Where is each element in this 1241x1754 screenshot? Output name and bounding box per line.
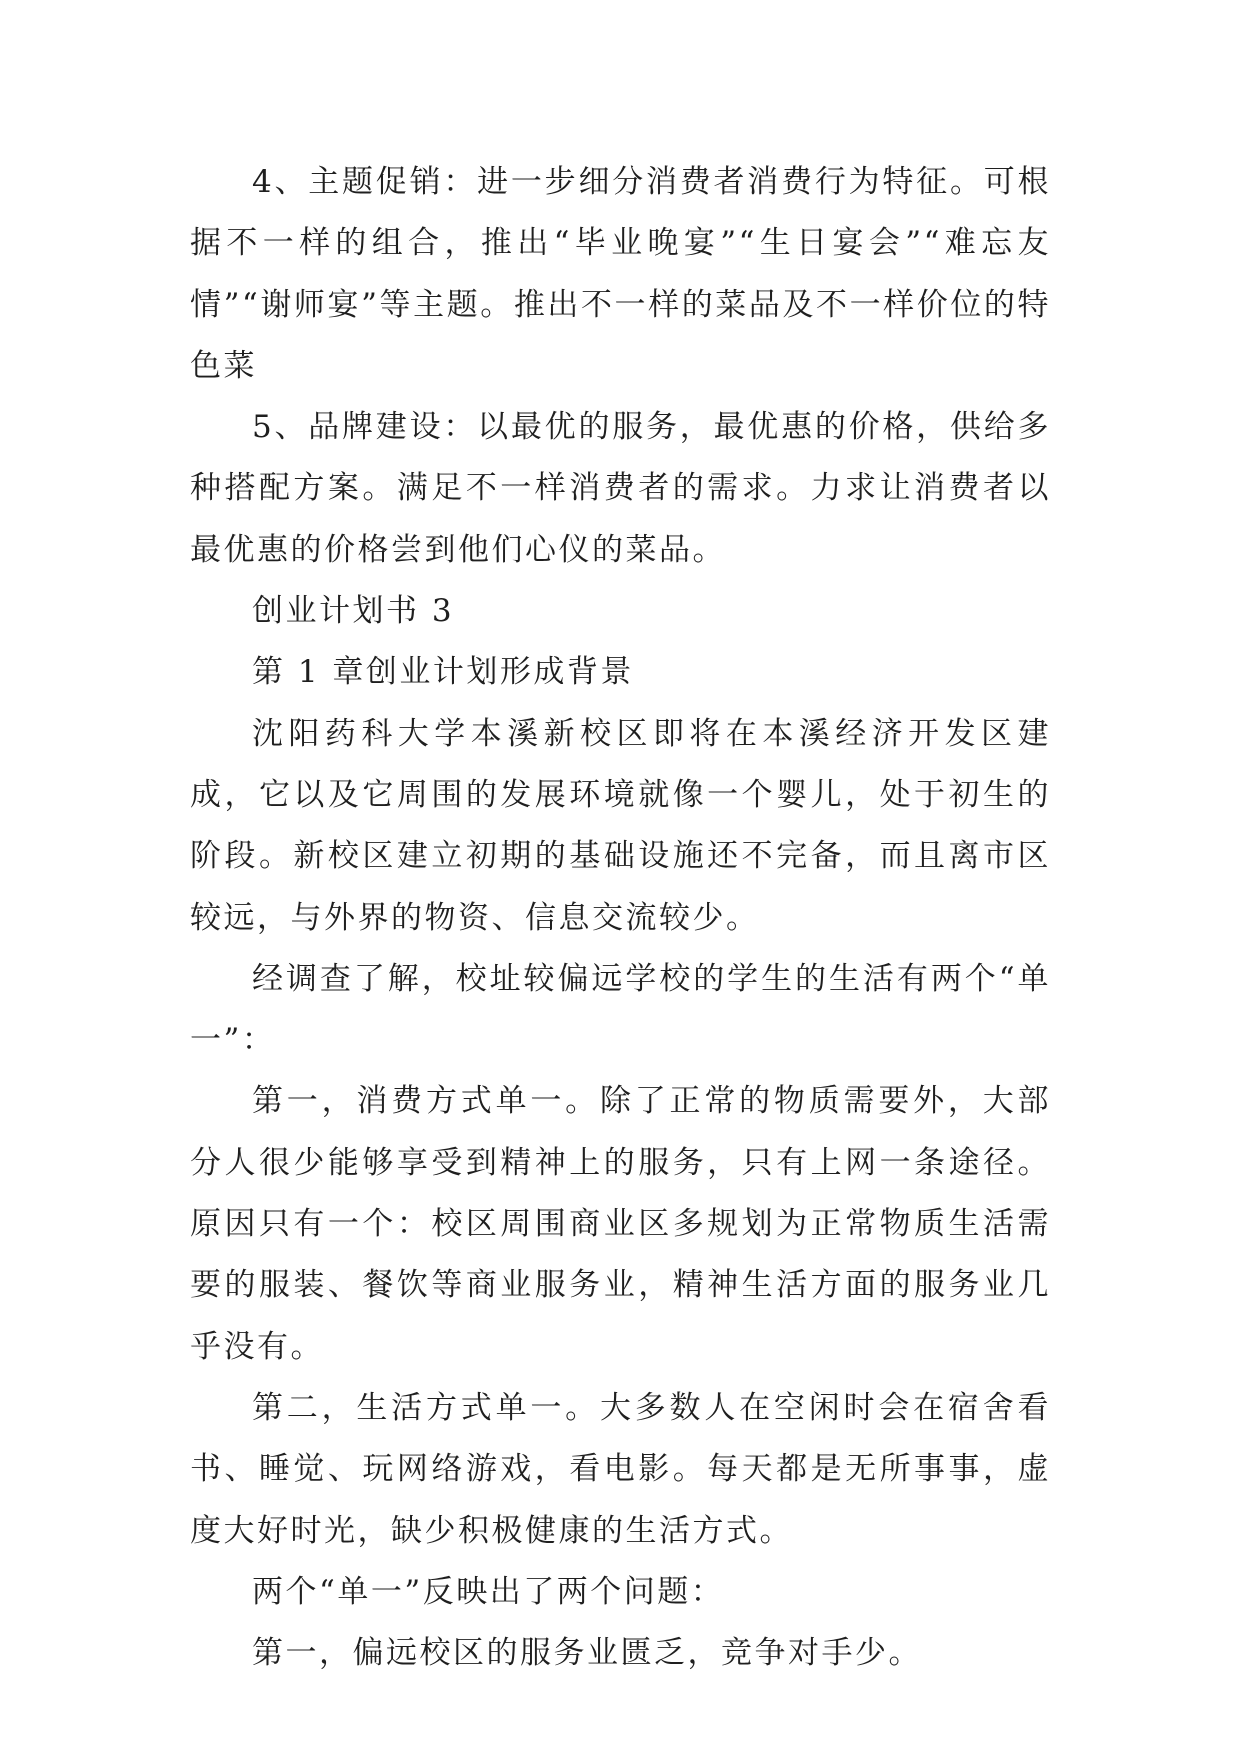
paragraph-survey-intro: 经调查了解，校址较偏远学校的学生的生活有两个“单一”： [190, 960, 1051, 1059]
paragraph-consumption-single: 第一，消费方式单一。除了正常的物质需要外，大部分人很少能够享受到精神上的服务，只有上网一条途径。原因只有一个：校区周围商业区多规划为正常物质生活需要的服装、餐饮等商业服务业，精神生活方面的服务业几乎没有。 [190, 1083, 1051, 1365]
chapter-title: 第 1 章创业计划形成背景 [252, 654, 634, 691]
section-title: 创业计划书 3 [252, 593, 455, 630]
paragraph-campus-background: 沈阳药科大学本溪新校区即将在本溪经济开发区建成，它以及它周围的发展环境就像一个婴儿，处于初生的阶段。新校区建立初期的基础设施还不完备，而且离市区较远，与外界的物资、信息交流较少。 [190, 715, 1051, 936]
paragraph-lifestyle-single: 第二，生活方式单一。大多数人在空闲时会在宿舍看书、睡觉、玩网络游戏，看电影。每天都是无所事事，虚度大好时光，缺少积极健康的生活方式。 [190, 1389, 1051, 1549]
paragraph-first-problem: 第一，偏远校区的服务业匮乏，竞争对手少。 [252, 1635, 922, 1672]
paragraph-two-problems: 两个“单一”反映出了两个问题： [252, 1573, 725, 1610]
paragraph-brand-building: 5、品牌建设：以最优的服务，最优惠的价格，供给多种搭配方案。满足不一样消费者的需求。力求让消费者以最优惠的价格尝到他们心仪的菜品。 [190, 409, 1051, 568]
paragraph-theme-promotion: 4、主题促销：进一步细分消费者消费行为特征。可根据不一样的组合，推出“毕业晚宴”“生日宴会”“难忘友情”“谢师宴”等主题。推出不一样的菜品及不一样价位的特色菜 [190, 164, 1051, 384]
